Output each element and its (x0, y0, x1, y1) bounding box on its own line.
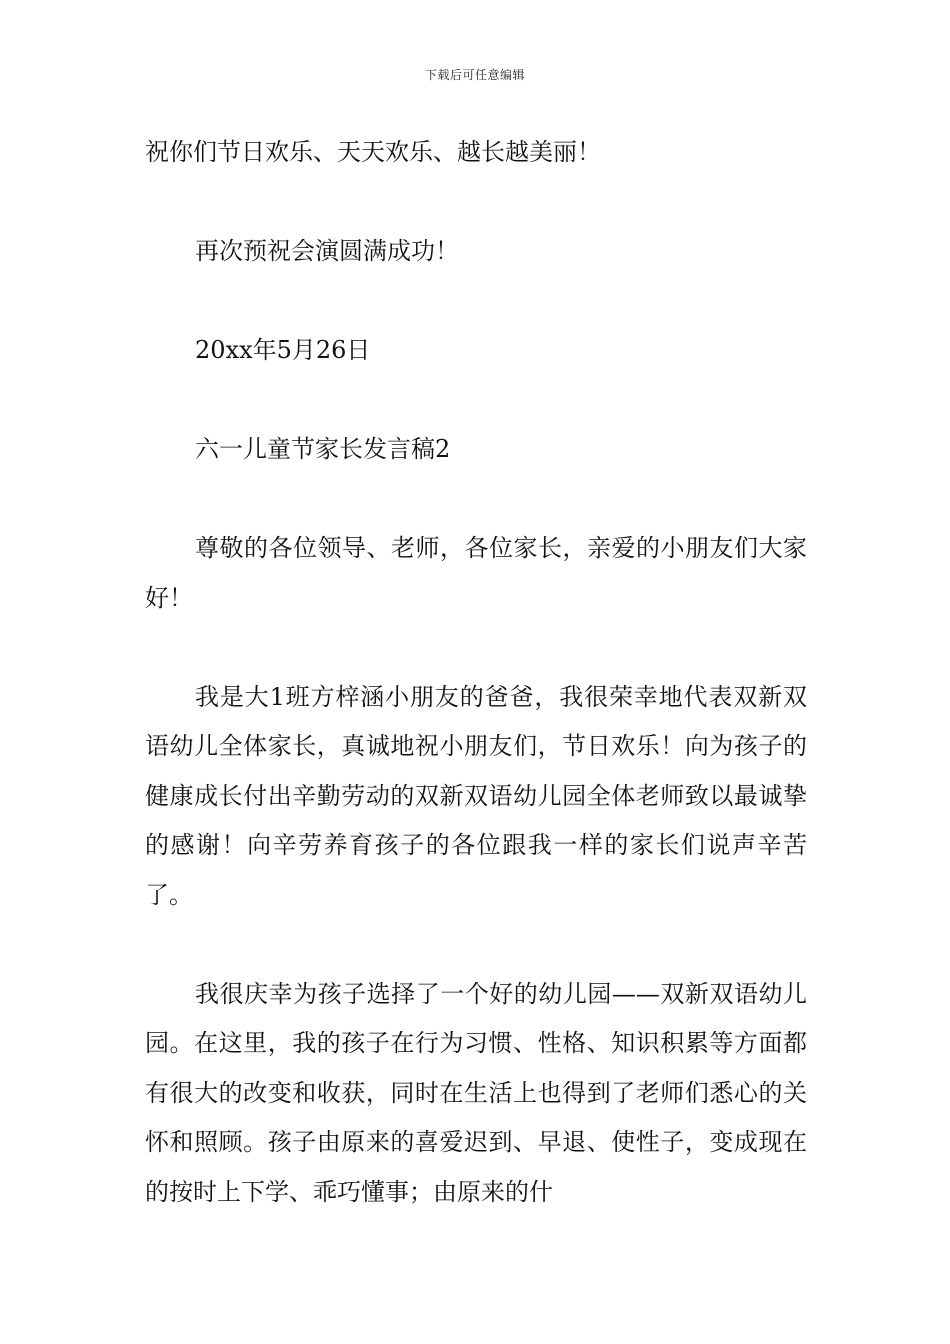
paragraph-greeting: 尊敬的各位领导、老师，各位家长，亲爱的小朋友们大家好！ (145, 534, 807, 612)
page-header-watermark: 下载后可任意编辑 (424, 68, 525, 82)
paragraph-closing-wish: 祝你们节日欢乐、天天欢乐、越长越美丽！ (145, 138, 601, 166)
paragraph-kindergarten: 我很庆幸为孩子选择了一个好的幼儿园——双新双语幼儿园。在这里，我的孩子在行为习惯、性格、知识积累等方面都有很大的改变和收获，同时在生活上也得到了老师们悉心的关怀和照顾。孩子由原来的喜爱迟到、早退、使性子，变成现在的按时上下学、乖巧懂事；由原来的什 (145, 979, 807, 1206)
document-body (145, 128, 807, 1217)
section-title: 六一儿童节家长发言稿2 (195, 435, 451, 463)
paragraph-date: 20xx年5月26日 (195, 336, 371, 364)
paragraph-introduction: 我是大1班方梓涵小朋友的爸爸，我很荣幸地代表双新双语幼儿全体家长，真诚地祝小朋友们，节日欢乐！向为孩子的健康成长付出辛勤劳动的双新双语幼儿园全体老师致以最诚挚的感谢！向辛劳养育孩子的各位跟我一样的家长们说声辛苦了。 (145, 682, 807, 909)
paragraph-success-wish: 再次预祝会演圆满成功！ (195, 237, 459, 265)
